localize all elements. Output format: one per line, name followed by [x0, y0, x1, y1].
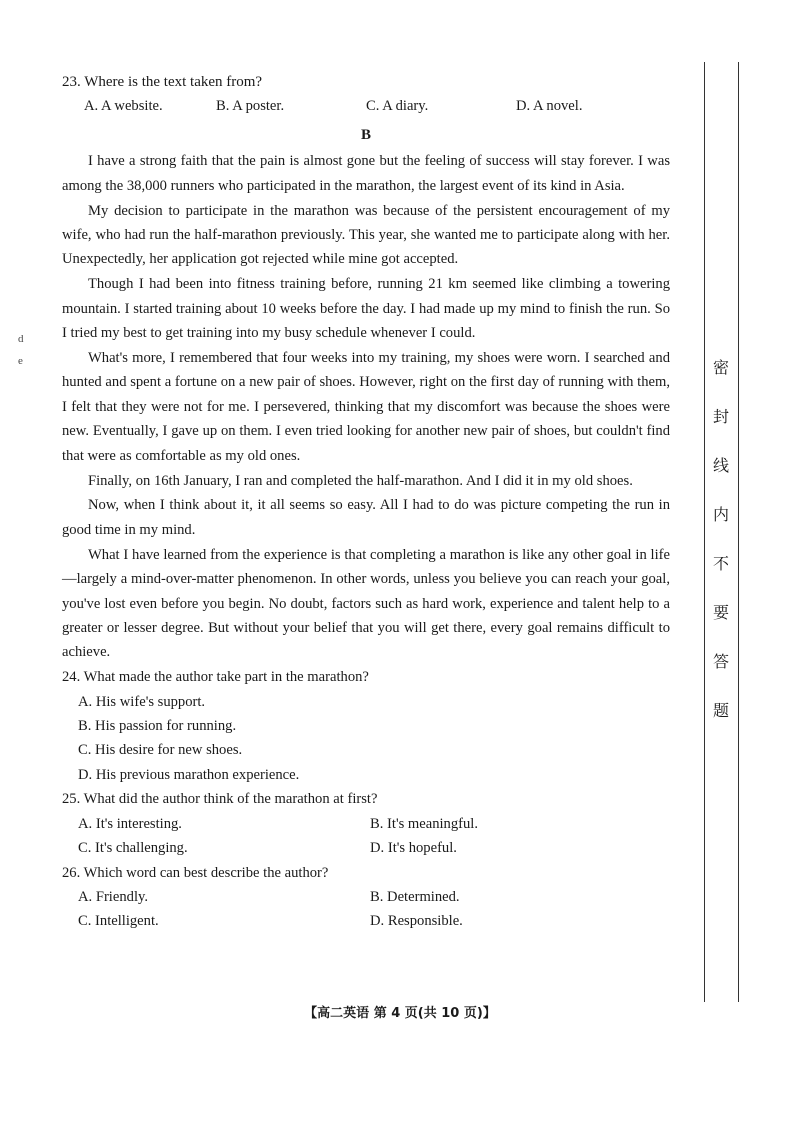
option-a: A. It's interesting.: [78, 815, 182, 832]
option-row: [62, 94, 670, 118]
option-c: C. His desire for new shoes.: [78, 742, 243, 759]
seal-char: 封: [712, 407, 729, 426]
question-stem: 26. Which word can best describe the author?: [62, 864, 329, 881]
option-a: A. His wife's support.: [78, 693, 206, 710]
option-b: B. His passion for running.: [78, 718, 237, 735]
seal-char: 线: [712, 456, 729, 475]
option-c: C. A diary.: [366, 98, 429, 115]
passage-paragraph: My decision to participate in the marathon was because of the persistent encouragement of my wife, who had run the half-marathon previously. This year, she wanted me to participate along with her. Unexpectedly, her application got rejected while mine got accepted.: [62, 202, 670, 268]
option-c: C. It's challenging.: [78, 840, 188, 857]
seal-char: 答: [712, 652, 729, 671]
margin-mark: e: [18, 355, 23, 367]
passage-paragraph: What I have learned from the experience is that completing a marathon is like any other goal in life—largely a mind-over-matter phenomenon. In other words, unless you believe you can reach your goal, you've lost even before you begin. No doubt, factors such as hard work, experience and talent help to a greater or lesser degree. But without your belief that you will get there, every goal remains difficult to achieve.: [62, 546, 670, 661]
option-row: [62, 909, 670, 933]
margin-mark: d: [18, 333, 24, 345]
seal-char: 密: [712, 358, 729, 377]
question-26: [62, 861, 670, 934]
seal-char: 内: [712, 505, 729, 524]
option-row: [62, 812, 670, 836]
option-d: D. Responsible.: [370, 913, 463, 930]
option-d: D. It's hopeful.: [370, 840, 457, 857]
page-footer: 【高二英语 第 4 页(共 10 页)】: [304, 1006, 496, 1021]
binding-line: [738, 62, 739, 1002]
passage-paragraph: Now, when I think about it, it all seems so easy. All I had to do was picture competing the run in good time in my mind.: [62, 497, 670, 538]
question-stem: 25. What did the author think of the marathon at first?: [62, 791, 378, 808]
margin-marks: [18, 328, 24, 372]
seal-char: 题: [712, 701, 729, 720]
question-23: [62, 70, 670, 119]
option-row: [62, 836, 670, 860]
passage-paragraph: Finally, on 16th January, I ran and completed the half-marathon. And I did it in my old shoes.: [88, 472, 633, 489]
seal-line-notice: [710, 355, 732, 747]
option-d: D. A novel.: [516, 98, 583, 115]
option-b: B. It's meaningful.: [370, 815, 479, 832]
question-24: [62, 665, 670, 787]
seal-char: 要: [712, 603, 729, 622]
option-b: B. Determined.: [370, 888, 460, 905]
binding-line: [704, 62, 705, 1002]
seal-char: 不: [712, 554, 729, 573]
passage-paragraph: Though I had been into fitness training before, running 21 km seemed like climbing a towering mountain. I started training about 10 weeks before the day. I had made up my mind to finish the run. So I tried my best to get training into my busy schedule whenever I could.: [62, 276, 670, 342]
question-25: [62, 787, 670, 860]
option-b: B. A poster.: [216, 98, 285, 115]
question-stem: 23. Where is the text taken from?: [62, 74, 263, 90]
option-a: A. Friendly.: [78, 888, 148, 905]
main-column: [62, 70, 670, 934]
option-c: C. Intelligent.: [78, 913, 159, 930]
option-a: A. A website.: [84, 98, 163, 115]
question-stem: 24. What made the author take part in the marathon?: [62, 669, 369, 686]
option-d: D. His previous marathon experience.: [78, 766, 300, 783]
passage-paragraph: What's more, I remembered that four weeks into my training, my shoes were worn. I searched and hunted and spent a fortune on a new pair of shoes. However, right on the first day of running with them, I felt that they were not for me. I persevered, thinking that my discomfort was because the shoes were new. Eventually, I gave up on them. I even tried looking for another new pair of shoes, but couldn't find that were as comfortable as my old ones.: [62, 349, 670, 464]
option-row: [62, 885, 670, 909]
passage-paragraph: I have a strong faith that the pain is almost gone but the feeling of success will stay forever. I was among the 38,000 runners who participated in the marathon, the largest event of its kind in Asia.: [62, 153, 670, 194]
section-label: B: [360, 126, 371, 143]
